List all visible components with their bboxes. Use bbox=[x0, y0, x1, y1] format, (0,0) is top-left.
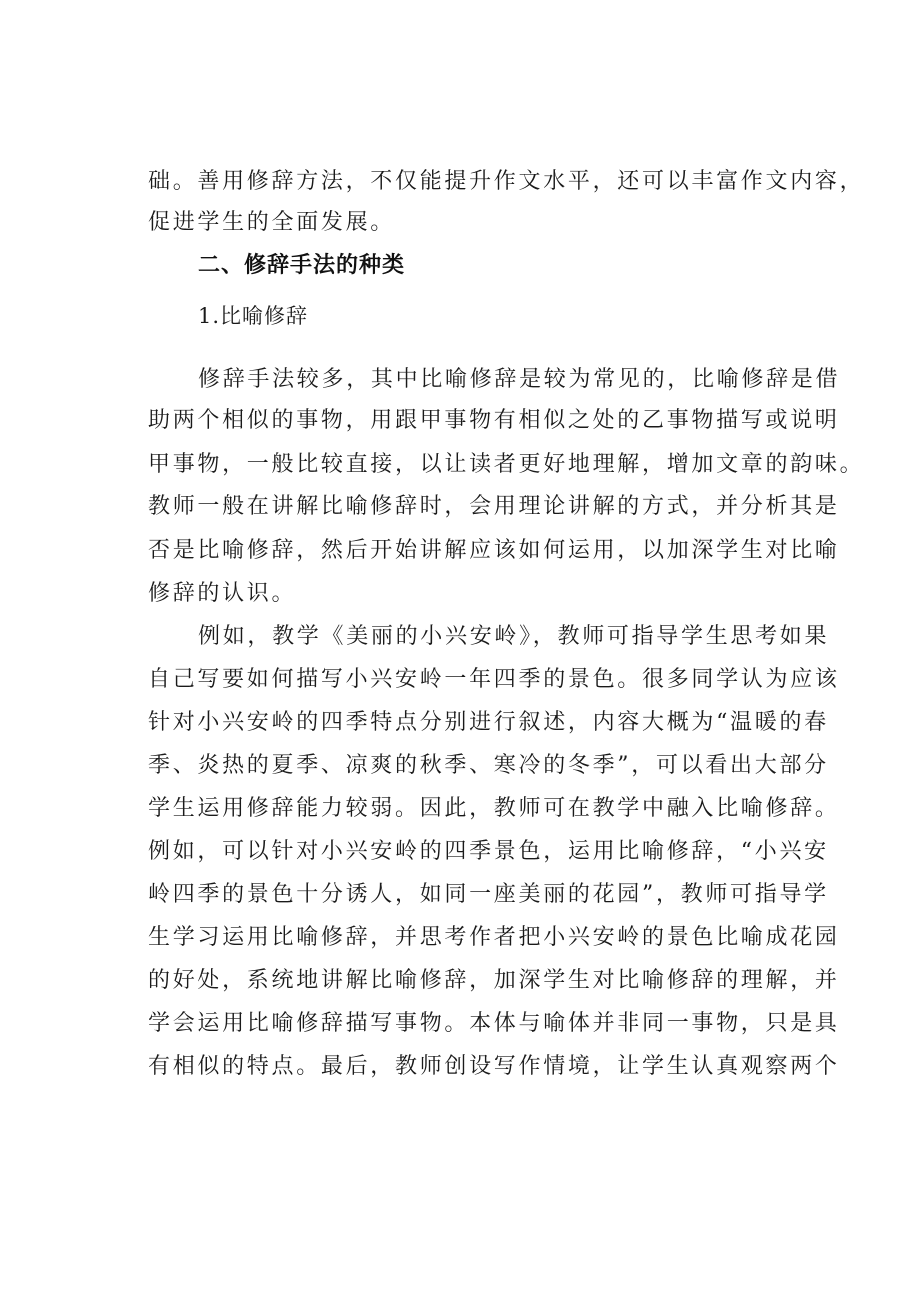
paragraph-1-line-5: 否是比喻修辞，然后开始讲解应该如何运用，以加深学生对比喻 bbox=[148, 538, 840, 563]
section-heading: 二、修辞手法的种类 bbox=[198, 253, 406, 278]
paragraph-1-line-4: 教师一般在讲解比喻修辞时，会用理论讲解的方式，并分析其是 bbox=[148, 494, 840, 519]
paragraph-1-line-2: 助两个相似的事物，用跟甲事物有相似之处的乙事物描写或说明 bbox=[148, 408, 840, 433]
paragraph-1-line-6: 修辞的认识。 bbox=[148, 581, 297, 606]
paragraph-2-line-3: 针对小兴安岭的四季特点分别进行叙述，内容大概为“温暖的春 bbox=[148, 710, 829, 735]
intro-line-2: 促进学生的全面发展。 bbox=[148, 210, 396, 235]
paragraph-2-line-5: 学生运用修辞能力较弱。因此，教师可在教学中融入比喻修辞。 bbox=[148, 796, 840, 821]
paragraph-2-line-1: 例如，教学《美丽的小兴安岭》，教师可指导学生思考如果 bbox=[198, 624, 830, 649]
paragraph-1-line-3: 甲事物，一般比较直接，以让读者更好地理解，增加文章的韵味。 bbox=[148, 452, 865, 477]
paragraph-2-line-4: 季、炎热的夏季、凉爽的秋季、寒冷的冬季”，可以看出大部分 bbox=[148, 753, 829, 778]
paragraph-2-line-7: 岭四季的景色十分诱人，如同一座美丽的花园”，教师可指导学 bbox=[148, 882, 829, 907]
paragraph-2-line-9: 的好处，系统地讲解比喻修辞，加深学生对比喻修辞的理解，并 bbox=[148, 968, 840, 993]
paragraph-2-line-6: 例如，可以针对小兴安岭的四季景色，运用比喻修辞，“小兴安 bbox=[148, 839, 829, 864]
paragraph-2-line-11: 有相似的特点。最后，教师创设写作情境，让学生认真观察两个 bbox=[148, 1054, 840, 1079]
paragraph-2-line-8: 生学习运用比喻修辞，并思考作者把小兴安岭的景色比喻成花园 bbox=[148, 925, 840, 950]
paragraph-2-line-2: 自己写要如何描写小兴安岭一年四季的景色。很多同学认为应该 bbox=[148, 667, 840, 692]
paragraph-2-line-10: 学会运用比喻修辞描写事物。本体与喻体并非同一事物，只是具 bbox=[148, 1011, 840, 1036]
subsection-heading: 1.比喻修辞 bbox=[198, 304, 309, 328]
paragraph-1-line-1: 修辞手法较多，其中比喻修辞是较为常见的，比喻修辞是借 bbox=[198, 367, 841, 392]
intro-line-1: 础。善用修辞方法，不仅能提升作文水平，还可以丰富作文内容， bbox=[148, 169, 865, 194]
